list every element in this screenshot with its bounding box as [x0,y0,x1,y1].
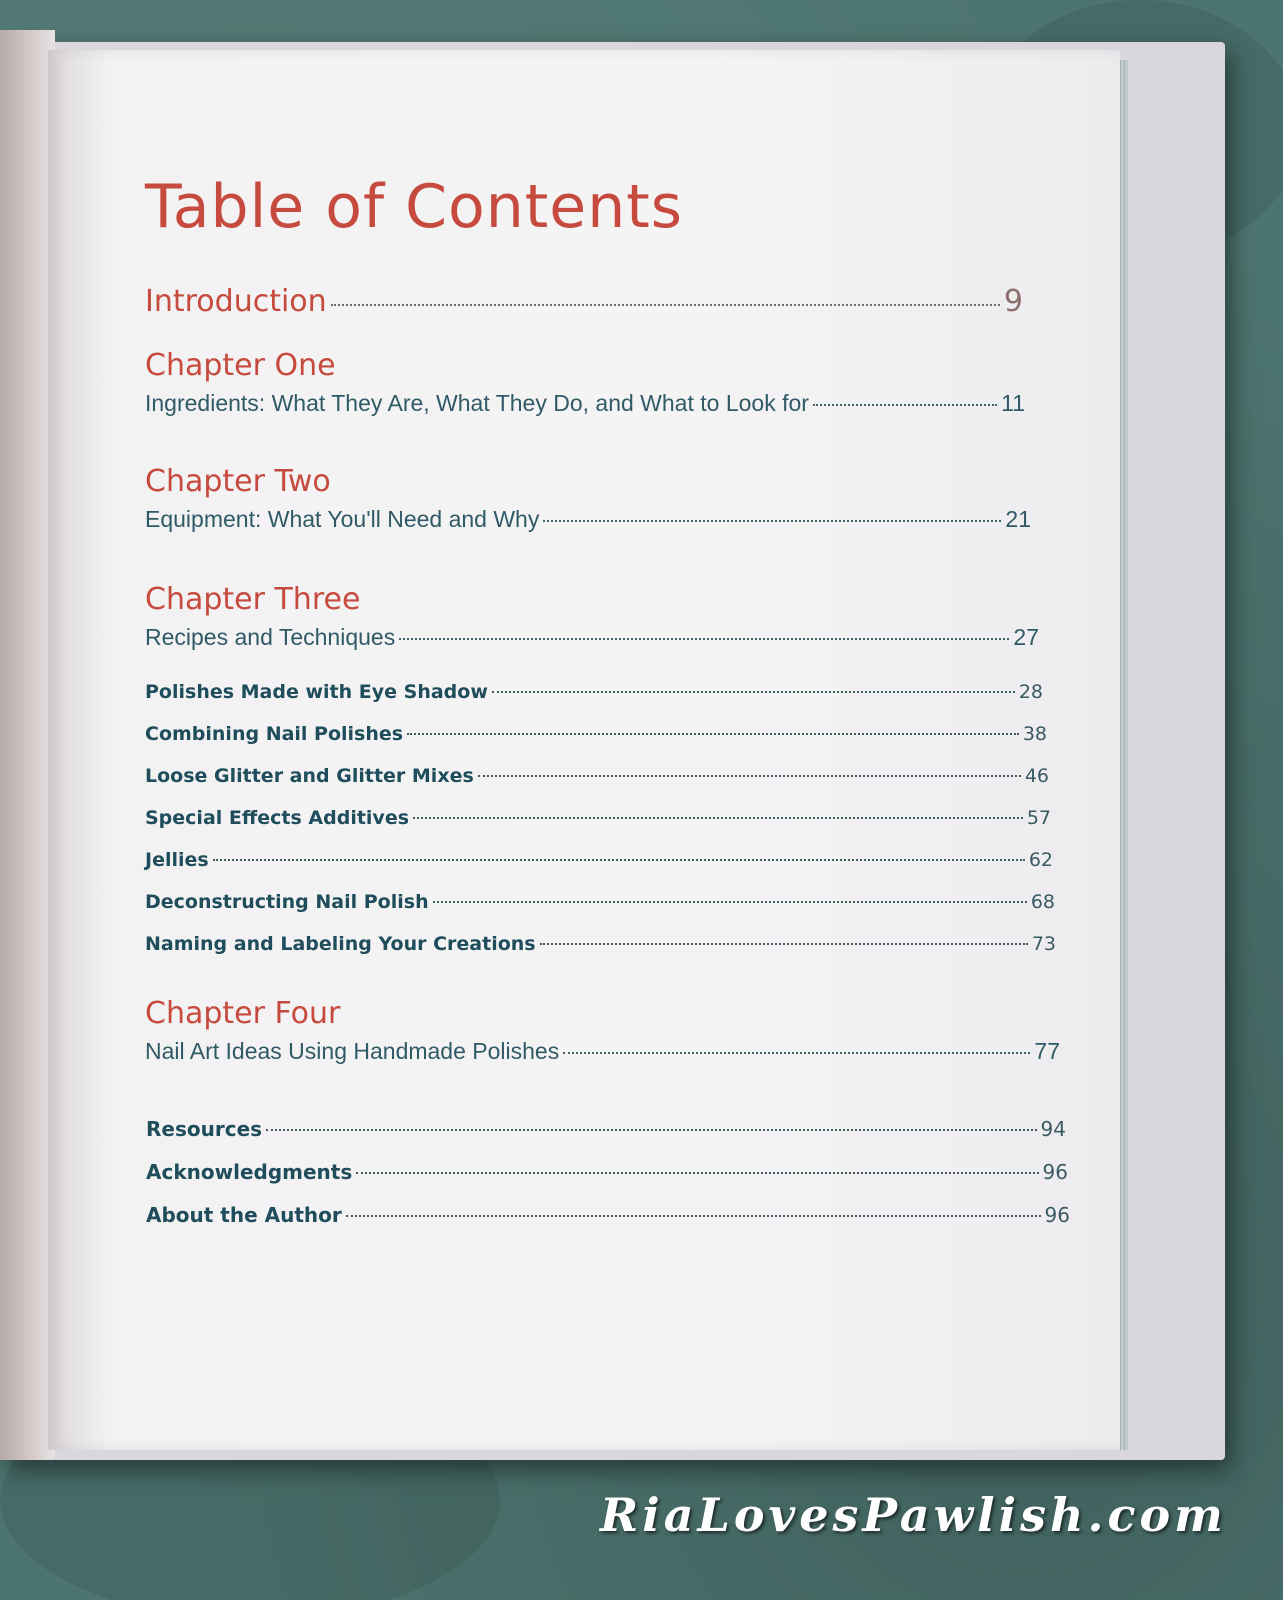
toc-page-number: 46 [1024,765,1049,787]
toc-page-number: 9 [1003,284,1023,319]
toc-entry-label: Combining Nail Polishes [145,723,404,745]
left-page-edge [0,30,55,1460]
toc-entry-label: Resources [146,1117,263,1141]
toc-section-entry [145,807,1051,829]
dot-leader [266,1129,1037,1131]
watermark: RiaLovesPawlish.com [600,1488,1227,1542]
chapter-heading: Chapter Three [145,582,361,617]
dot-leader [433,901,1027,903]
toc-page-number: 73 [1031,933,1056,955]
toc-entry-chapter-one [145,390,1025,417]
chapter-heading: Chapter Four [145,996,341,1031]
toc-page-number: 38 [1022,723,1047,745]
dot-leader [399,638,1009,640]
toc-entry-label: Nail Art Ideas Using Handmade Polishes [145,1038,560,1064]
toc-entry-label: Deconstructing Nail Polish [145,891,429,913]
chapter-heading: Chapter Two [145,464,331,499]
toc-page-number: 28 [1018,681,1043,703]
toc-section-entry [145,765,1049,787]
toc-entry-label: Recipes and Techniques [145,624,396,650]
toc-page-number: 27 [1013,624,1039,650]
toc-entry-chapter-three [145,624,1039,651]
toc-entry-label: Loose Glitter and Glitter Mixes [145,765,474,787]
toc-page-number: 77 [1034,1038,1060,1064]
dot-leader [407,733,1019,735]
toc-entry-label: Equipment: What You'll Need and Why [145,506,540,532]
toc-entry-chapter-four [145,1038,1060,1065]
toc-entry-label: Acknowledgments [146,1160,353,1184]
toc-page-number: 68 [1030,891,1055,913]
toc-section-entry [145,681,1043,703]
dot-leader [563,1052,1030,1054]
toc-entry-label: Special Effects Additives [145,807,410,829]
page-title: Table of Contents [145,172,684,242]
dot-leader [478,775,1021,777]
dot-leader [413,817,1023,819]
dot-leader [540,943,1028,945]
toc-entry-label: Introduction [145,284,327,319]
toc-page-number: 62 [1028,849,1053,871]
toc-end-entry [146,1203,1070,1227]
chapter-heading: Chapter One [145,348,336,383]
dot-leader [813,404,997,406]
toc-page-number: 94 [1040,1117,1066,1141]
dot-leader [356,1172,1038,1174]
toc-section-entry [145,723,1047,745]
toc-page-number: 96 [1042,1160,1068,1184]
toc-section-entry [145,933,1056,955]
toc-page-number: 96 [1044,1203,1070,1227]
toc-entry-label: Naming and Labeling Your Creations [145,933,536,955]
toc-entry-chapter-two [145,506,1031,533]
toc-page-number: 21 [1005,506,1031,532]
book-page [48,50,1120,1450]
toc-entry-introduction [145,284,1023,319]
dot-leader [213,859,1025,861]
toc-entry-label: About the Author [146,1203,342,1227]
toc-section-entry [145,849,1053,871]
toc-page-number: 11 [1001,390,1025,416]
toc-page-number: 57 [1026,807,1051,829]
dot-leader [492,691,1015,693]
dot-leader [543,520,1001,522]
toc-end-entry [146,1117,1066,1141]
toc-entry-label: Polishes Made with Eye Shadow [145,681,488,703]
toc-entry-label: Ingredients: What They Are, What They Do, and What to Look for [145,390,809,416]
toc-entry-label: Jellies [145,849,209,871]
dot-leader [331,304,1000,306]
toc-section-entry [145,891,1055,913]
toc-end-entry [146,1160,1068,1184]
dot-leader [346,1215,1041,1217]
